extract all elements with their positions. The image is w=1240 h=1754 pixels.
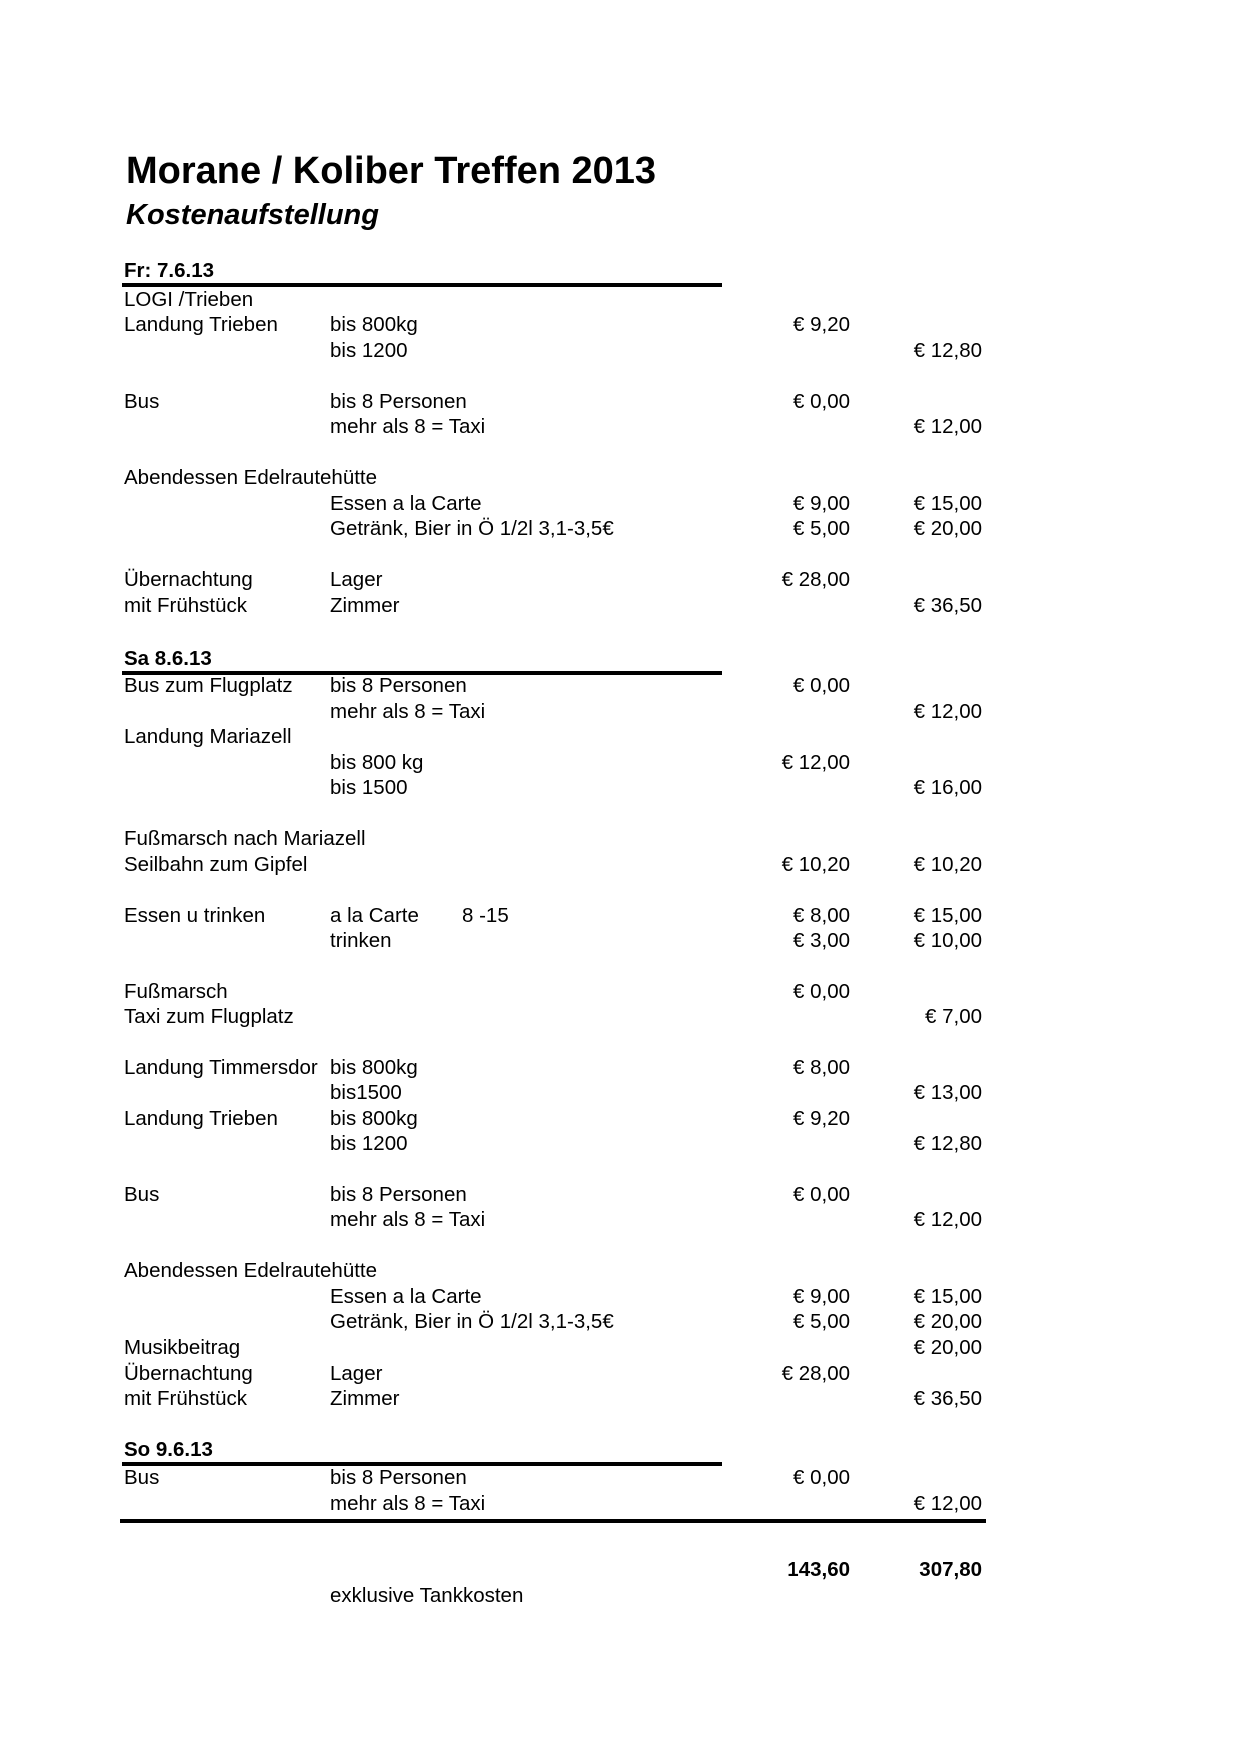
total-max: 307,80 (919, 1558, 982, 1581)
item-label: Musikbeitrag (124, 1336, 241, 1359)
section-heading (0, 258, 1240, 284)
item-detail: Getränk, Bier in Ö 1/2l 3,1-3,5€ (330, 1310, 614, 1333)
cost-max: € 15,00 (913, 904, 982, 927)
table-row (0, 1055, 1240, 1081)
item-detail: Lager (330, 1362, 383, 1385)
item-label: mit Frühstück (124, 1387, 248, 1410)
item-label: Essen u trinken (124, 904, 266, 927)
item-label: Fußmarsch (124, 980, 228, 1003)
item-detail: Essen a la Carte (330, 492, 482, 515)
footnote-text: exklusive Tankkosten (330, 1584, 524, 1607)
item-detail: mehr als 8 = Taxi (330, 415, 486, 438)
item-detail: mehr als 8 = Taxi (330, 1208, 486, 1231)
table-bottom-rule (120, 1519, 986, 1523)
section-date: Sa 8.6.13 (124, 647, 212, 670)
item-detail: bis 1500 (330, 776, 408, 799)
item-label: Bus zum Flugplatz (124, 674, 293, 697)
cost-max: € 12,80 (913, 1132, 982, 1155)
cost-max: € 36,50 (913, 1387, 982, 1410)
cost-min: € 10,20 (781, 853, 850, 876)
table-row (0, 1258, 1240, 1284)
item-label: Bus (124, 390, 160, 413)
item-detail: bis 8 Personen (330, 1466, 467, 1489)
table-row (0, 699, 1240, 725)
table-row (0, 1106, 1240, 1132)
item-label: Abendessen Edelrautehütte (124, 1259, 378, 1282)
table-row (0, 1309, 1240, 1335)
cost-max: € 15,00 (913, 1285, 982, 1308)
table-row (0, 1465, 1240, 1491)
cost-min: € 12,00 (781, 751, 850, 774)
item-label: Bus (124, 1466, 160, 1489)
item-label: Landung Timmersdor (124, 1056, 318, 1079)
table-row (0, 852, 1240, 878)
item-detail: mehr als 8 = Taxi (330, 700, 486, 723)
item-detail: Zimmer (330, 594, 400, 617)
cost-min: € 3,00 (793, 929, 850, 952)
table-row (0, 1284, 1240, 1310)
item-label: Übernachtung (124, 568, 253, 591)
item-detail: bis 8 Personen (330, 1183, 467, 1206)
item-note: 8 -15 (462, 904, 509, 927)
item-detail: bis 8 Personen (330, 674, 467, 697)
cost-min: € 9,00 (793, 492, 850, 515)
table-row (0, 1386, 1240, 1412)
item-detail: bis 800kg (330, 1107, 418, 1130)
item-label: Abendessen Edelrautehütte (124, 466, 378, 489)
cost-max: € 15,00 (913, 492, 982, 515)
item-detail: Zimmer (330, 1387, 400, 1410)
total-min: 143,60 (787, 1558, 850, 1581)
item-detail: mehr als 8 = Taxi (330, 1492, 486, 1515)
table-row (0, 1182, 1240, 1208)
item-detail: a la Carte (330, 904, 419, 927)
cost-max: € 36,50 (913, 594, 982, 617)
item-label: Taxi zum Flugplatz (124, 1005, 294, 1028)
table-row (0, 287, 1240, 313)
totals-row (0, 1557, 1240, 1583)
item-detail: Essen a la Carte (330, 1285, 482, 1308)
item-detail: bis 8 Personen (330, 390, 467, 413)
cost-max: € 12,00 (913, 1208, 982, 1231)
cost-min: € 0,00 (793, 674, 850, 697)
item-detail: bis 800kg (330, 313, 418, 336)
cost-min: € 0,00 (793, 1466, 850, 1489)
cost-min: € 5,00 (793, 517, 850, 540)
item-label: Landung Trieben (124, 313, 278, 336)
cost-max: € 12,00 (913, 700, 982, 723)
item-detail: Lager (330, 568, 383, 591)
table-row (0, 1491, 1240, 1517)
table-row (0, 724, 1240, 750)
table-row (0, 673, 1240, 699)
table-row (0, 465, 1240, 491)
cost-max: € 20,00 (913, 1310, 982, 1333)
cost-max: € 12,00 (913, 1492, 982, 1515)
item-label: LOGI /Trieben (124, 288, 254, 311)
cost-min: € 28,00 (781, 568, 850, 591)
cost-max: € 20,00 (913, 517, 982, 540)
item-detail: bis 1200 (330, 1132, 408, 1155)
item-detail: bis 1200 (330, 339, 408, 362)
item-label: Bus (124, 1183, 160, 1206)
section-date: So 9.6.13 (124, 1438, 213, 1461)
item-detail: bis 800kg (330, 1056, 418, 1079)
table-row (0, 567, 1240, 593)
cost-max: € 7,00 (925, 1005, 982, 1028)
cost-min: € 8,00 (793, 1056, 850, 1079)
item-label: Seilbahn zum Gipfel (124, 853, 308, 876)
item-detail: bis 800 kg (330, 751, 424, 774)
table-row (0, 1335, 1240, 1361)
cost-min: € 9,20 (793, 313, 850, 336)
cost-min: € 9,20 (793, 1107, 850, 1130)
cost-min: € 28,00 (781, 1362, 850, 1385)
footnote (0, 1583, 1240, 1609)
cost-max: € 12,00 (913, 415, 982, 438)
section-heading (0, 646, 1240, 672)
table-row (0, 750, 1240, 776)
cost-max: € 20,00 (913, 1336, 982, 1359)
item-detail: trinken (330, 929, 392, 952)
cost-min: € 8,00 (793, 904, 850, 927)
cost-min: € 0,00 (793, 1183, 850, 1206)
section-heading (0, 1437, 1240, 1463)
item-label: Landung Mariazell (124, 725, 292, 748)
item-label: Landung Trieben (124, 1107, 278, 1130)
table-row (0, 491, 1240, 517)
table-row (0, 1131, 1240, 1157)
table-row (0, 516, 1240, 542)
item-detail: bis1500 (330, 1081, 402, 1104)
section-date: Fr: 7.6.13 (124, 259, 215, 282)
table-row (0, 389, 1240, 415)
table-row (0, 903, 1240, 929)
cost-min: € 0,00 (793, 390, 850, 413)
table-row (0, 312, 1240, 338)
cost-max: € 16,00 (913, 776, 982, 799)
table-row (0, 1361, 1240, 1387)
cost-max: € 13,00 (913, 1081, 982, 1104)
table-row (0, 1207, 1240, 1233)
cost-min: € 5,00 (793, 1310, 850, 1333)
cost-max: € 12,80 (913, 339, 982, 362)
cost-max: € 10,00 (913, 929, 982, 952)
table-row (0, 414, 1240, 440)
table-row (0, 338, 1240, 364)
document-subtitle: Kostenaufstellung (126, 199, 379, 231)
table-row (0, 826, 1240, 852)
item-detail: Getränk, Bier in Ö 1/2l 3,1-3,5€ (330, 517, 614, 540)
document-title: Morane / Koliber Treffen 2013 (126, 150, 657, 192)
item-label: Fußmarsch nach Mariazell (124, 827, 366, 850)
cost-min: € 0,00 (793, 980, 850, 1003)
table-row (0, 979, 1240, 1005)
table-row (0, 775, 1240, 801)
item-label: mit Frühstück (124, 594, 248, 617)
item-label: Übernachtung (124, 1362, 253, 1385)
table-row (0, 1004, 1240, 1030)
table-row (0, 928, 1240, 954)
table-row (0, 1080, 1240, 1106)
table-row (0, 593, 1240, 619)
cost-max: € 10,20 (913, 853, 982, 876)
cost-min: € 9,00 (793, 1285, 850, 1308)
